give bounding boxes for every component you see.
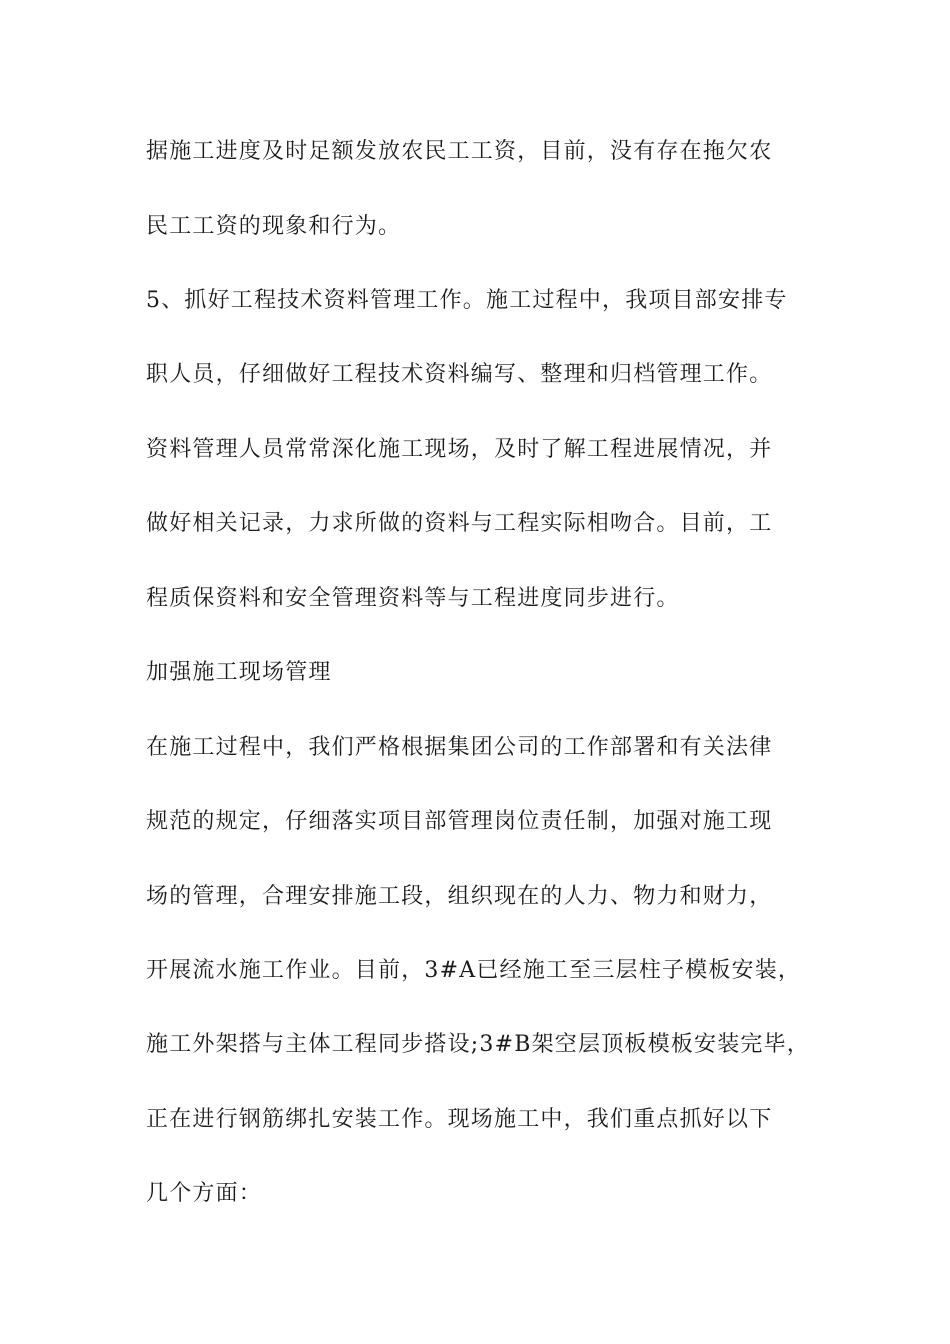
- paragraph-line: 据施工进度及时足额发放农民工工资，目前，没有存在拖欠农: [146, 139, 773, 164]
- paragraph-line: 几个方面：: [146, 1181, 263, 1206]
- paragraph-line: 在施工过程中，我们严格根据集团公司的工作部署和有关法律: [146, 735, 773, 760]
- paragraph-line: 程质保资料和安全管理资料等与工程进度同步进行。: [146, 586, 680, 611]
- paragraph-line: 民工工资的现象和行为。: [146, 214, 402, 239]
- paragraph-line: 规范的规定，仔细落实项目部管理岗位责任制，加强对施工现: [146, 809, 773, 834]
- paragraph-line: 施工外架搭与主体工程同步搭设;3#B架空层顶板模板安装完毕，: [146, 1032, 811, 1057]
- paragraph-line: 5、抓好工程技术资料管理工作。施工过程中，我项目部安排专: [146, 288, 788, 313]
- paragraph-line: 正在进行钢筋绑扎安装工作。现场施工中，我们重点抓好以下: [146, 1107, 773, 1132]
- paragraph-line: 开展流水施工作业。目前，3#A已经施工至三层柱子模板安装，: [146, 958, 802, 983]
- paragraph-line: 资料管理人员常常深化施工现场，及时了解工程进展情况，并: [146, 437, 773, 462]
- paragraph-line: 场的管理，合理安排施工段，组织现在的人力、物力和财力，: [146, 884, 773, 909]
- paragraph-line: 做好相关记录，力求所做的资料与工程实际相吻合。目前，工: [146, 511, 773, 536]
- section-heading: 加强施工现场管理: [146, 660, 332, 685]
- paragraph-line: 职人员，仔细做好工程技术资料编写、整理和归档管理工作。: [146, 362, 773, 387]
